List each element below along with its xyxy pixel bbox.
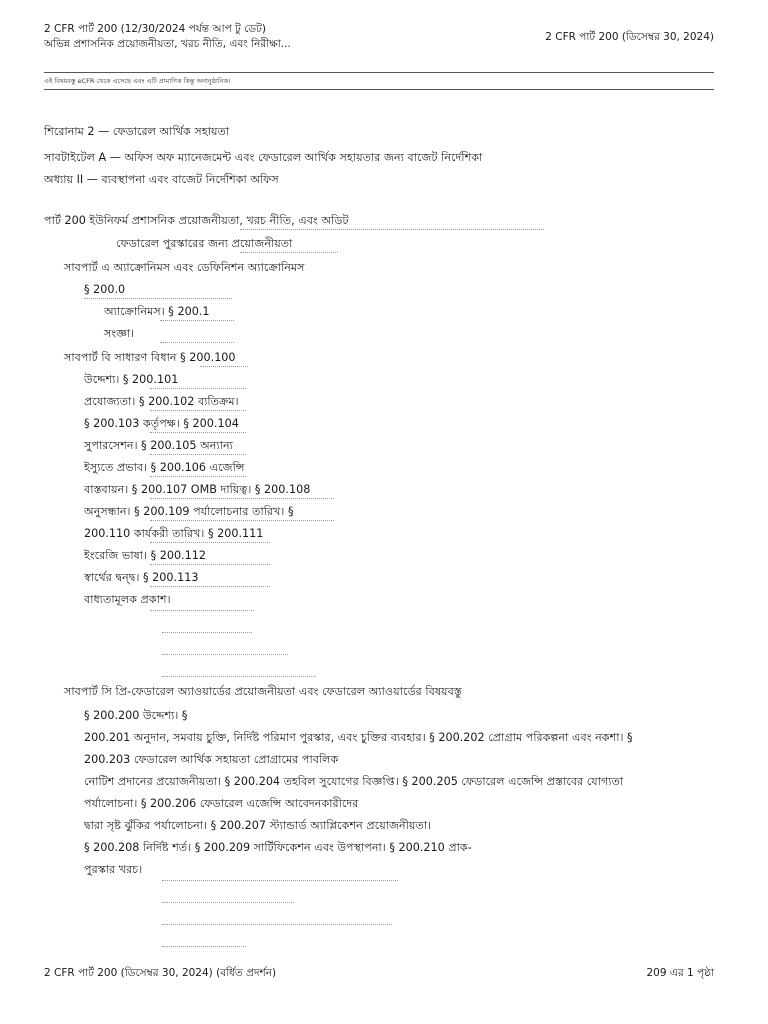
toc-entry[interactable]: 200.203 ফেডারেল আর্থিক সহায়তা প্রোগ্রামের পাবলিক [84, 753, 339, 766]
toc-entry[interactable]: সুপারসেশন। § 200.105 অন্যান্য [84, 439, 233, 452]
toc-leader-dots [162, 924, 392, 925]
toc-entry[interactable]: ইস্যুতে প্রভাব। § 200.106 এজেন্সি [84, 461, 245, 474]
header-right-label: 2 CFR পার্ট 200 (ডিসেম্বর 30, 2024) [545, 31, 714, 43]
toc-entry[interactable]: বাস্তবায়ন। § 200.107 OMB দায়িত্ব। § 200.108 [84, 483, 311, 496]
toc-entry[interactable]: § 200.103 কর্তৃপক্ষ। § 200.104 [84, 417, 239, 430]
header-doc-subtitle: অভিন্ন প্রশাসনিক প্রয়োজনীয়তা, খরচ নীতি, এবং নিরীক্ষা... [44, 38, 291, 50]
toc-leader-dots [162, 654, 288, 655]
toc-subpart-c[interactable]: সাবপার্ট সি প্রি-ফেডারেল অ্যাওয়ার্ডের প্রয়োজনীয়তা এবং ফেডারেল অ্যাওয়ার্ডের বিষয়বস্তু [64, 685, 462, 698]
toc-leader-dots [162, 880, 398, 881]
toc-leader-dots [150, 476, 246, 477]
toc-leader-dots [150, 542, 270, 543]
header-top-rule [44, 72, 714, 73]
toc-leader-dots [240, 229, 544, 230]
toc-entry[interactable]: স্বার্থের দ্বন্দ্ব। § 200.113 [84, 571, 199, 584]
toc-entry[interactable]: § 200.208 নির্দিষ্ট শর্ত। § 200.209 সার্টিফিকেশন এবং উপস্থাপনা। § 200.210 প্রাক- [84, 841, 472, 854]
footer-page-number: 209 এর 1 পৃষ্ঠা [646, 967, 714, 979]
toc-entry[interactable]: পর্যালোচনা। § 200.206 ফেডারেল এজেন্সি আবেদনকারীদের [84, 797, 359, 810]
toc-leader-dots [162, 632, 252, 633]
toc-leader-dots [84, 298, 232, 299]
toc-entry[interactable]: সংজ্ঞা। [104, 327, 135, 340]
footer-doc-label: 2 CFR পার্ট 200 (ডিসেম্বর 30, 2024) (বর্ধিত প্রদর্শন) [44, 967, 277, 979]
hierarchy-title: শিরোনাম 2 — ফেডারেল আর্থিক সহায়তা [44, 125, 230, 138]
toc-subpart-a[interactable]: সাবপার্ট এ অ্যাক্রোনিমস এবং ডেফিনিশন অ্যাক্রোনিমস [64, 261, 305, 274]
toc-entry[interactable]: § 200.200 উদ্দেশ্য। § [84, 709, 188, 722]
toc-leader-dots [160, 342, 234, 343]
toc-leader-dots [150, 610, 254, 611]
toc-leader-dots [160, 320, 234, 321]
toc-entry[interactable]: 200.201 অনুদান, সমবায় চুক্তি, নির্দিষ্ট পরিমাণ পুরস্কার, এবং চুক্তির ব্যবহার। § 200.202 প্রোগ্রাম পরিকল্পনা এবং নকশা। § [84, 731, 633, 744]
toc-entry[interactable]: নোটিশ প্রদানের প্রয়োজনীয়তা। § 200.204 তহবিল সুযোগের বিজ্ঞপ্তি। § 200.205 ফেডারেল এজেন্সি প্রস্তাবের যোগ্যতা [84, 775, 624, 788]
toc-leader-dots [150, 454, 246, 455]
toc-leader-dots [150, 520, 334, 521]
toc-leader-dots [150, 564, 270, 565]
toc-entry[interactable]: § 200.0 [84, 283, 126, 296]
toc-entry[interactable]: উদ্দেশ্য। § 200.101 [84, 373, 179, 386]
source-notice: এই বিষয়বস্তু eCFR থেকে এসেছে এবং এটি প্রামাণিক কিন্তু অনানুষ্ঠানিক। [44, 77, 231, 85]
toc-entry[interactable]: দ্বারা সৃষ্ট ঝুঁকির পর্যালোচনা। § 200.207 স্ট্যান্ডার্ড অ্যাপ্লিকেশন প্রয়োজনীয়তা। [84, 819, 432, 832]
toc-entry[interactable]: প্রযোজ্যতা। § 200.102 ব্যতিক্রম। [84, 395, 239, 408]
toc-leader-dots [162, 676, 316, 677]
hierarchy-subtitle: সাবটাইটেল A — অফিস অফ ম্যানেজমেন্ট এবং ফেডারেল আর্থিক সহায়তার জন্য বাজেট নির্দেশিকা [44, 151, 483, 164]
header-bottom-rule [44, 89, 714, 90]
toc-leader-dots [150, 586, 270, 587]
toc-entry[interactable]: বাধ্যতামূলক প্রকাশ। [84, 593, 171, 606]
toc-leader-dots [150, 410, 246, 411]
toc-part-subheading[interactable]: ফেডারেল পুরস্কারের জন্য প্রয়োজনীয়তা [116, 237, 293, 250]
toc-leader-dots [150, 432, 246, 433]
toc-entry[interactable]: ইংরেজি ভাষা। § 200.112 [84, 549, 207, 562]
toc-entry[interactable]: অনুসন্ধান। § 200.109 পর্যালোচনার তারিখ। § [84, 505, 294, 518]
toc-leader-dots [240, 252, 338, 253]
toc-entry[interactable]: পুরস্কার খরচ। [84, 863, 143, 876]
toc-entry[interactable]: 200.110 কার্যকরী তারিখ। § 200.111 [84, 527, 264, 540]
toc-leader-dots [150, 498, 334, 499]
toc-part-heading[interactable]: পার্ট 200 ইউনিফর্ম প্রশাসনিক প্রয়োজনীয়তা, খরচ নীতি, এবং অডিট [44, 214, 349, 227]
header-doc-title: 2 CFR পার্ট 200 (12/30/2024 পর্যন্ত আপ টু ডেট) [44, 23, 266, 35]
toc-leader-dots [162, 946, 246, 947]
toc-subpart-b[interactable]: সাবপার্ট বি সাধারণ বিধান § 200.100 [64, 351, 236, 364]
toc-leader-dots [162, 902, 294, 903]
toc-leader-dots [150, 388, 246, 389]
toc-leader-dots [200, 366, 248, 367]
hierarchy-chapter: অধ্যায় II — ব্যবস্থাপনা এবং বাজেট নির্দেশিকা অফিস [44, 173, 279, 186]
toc-entry[interactable]: অ্যাক্রোনিমস। § 200.1 [104, 305, 210, 318]
